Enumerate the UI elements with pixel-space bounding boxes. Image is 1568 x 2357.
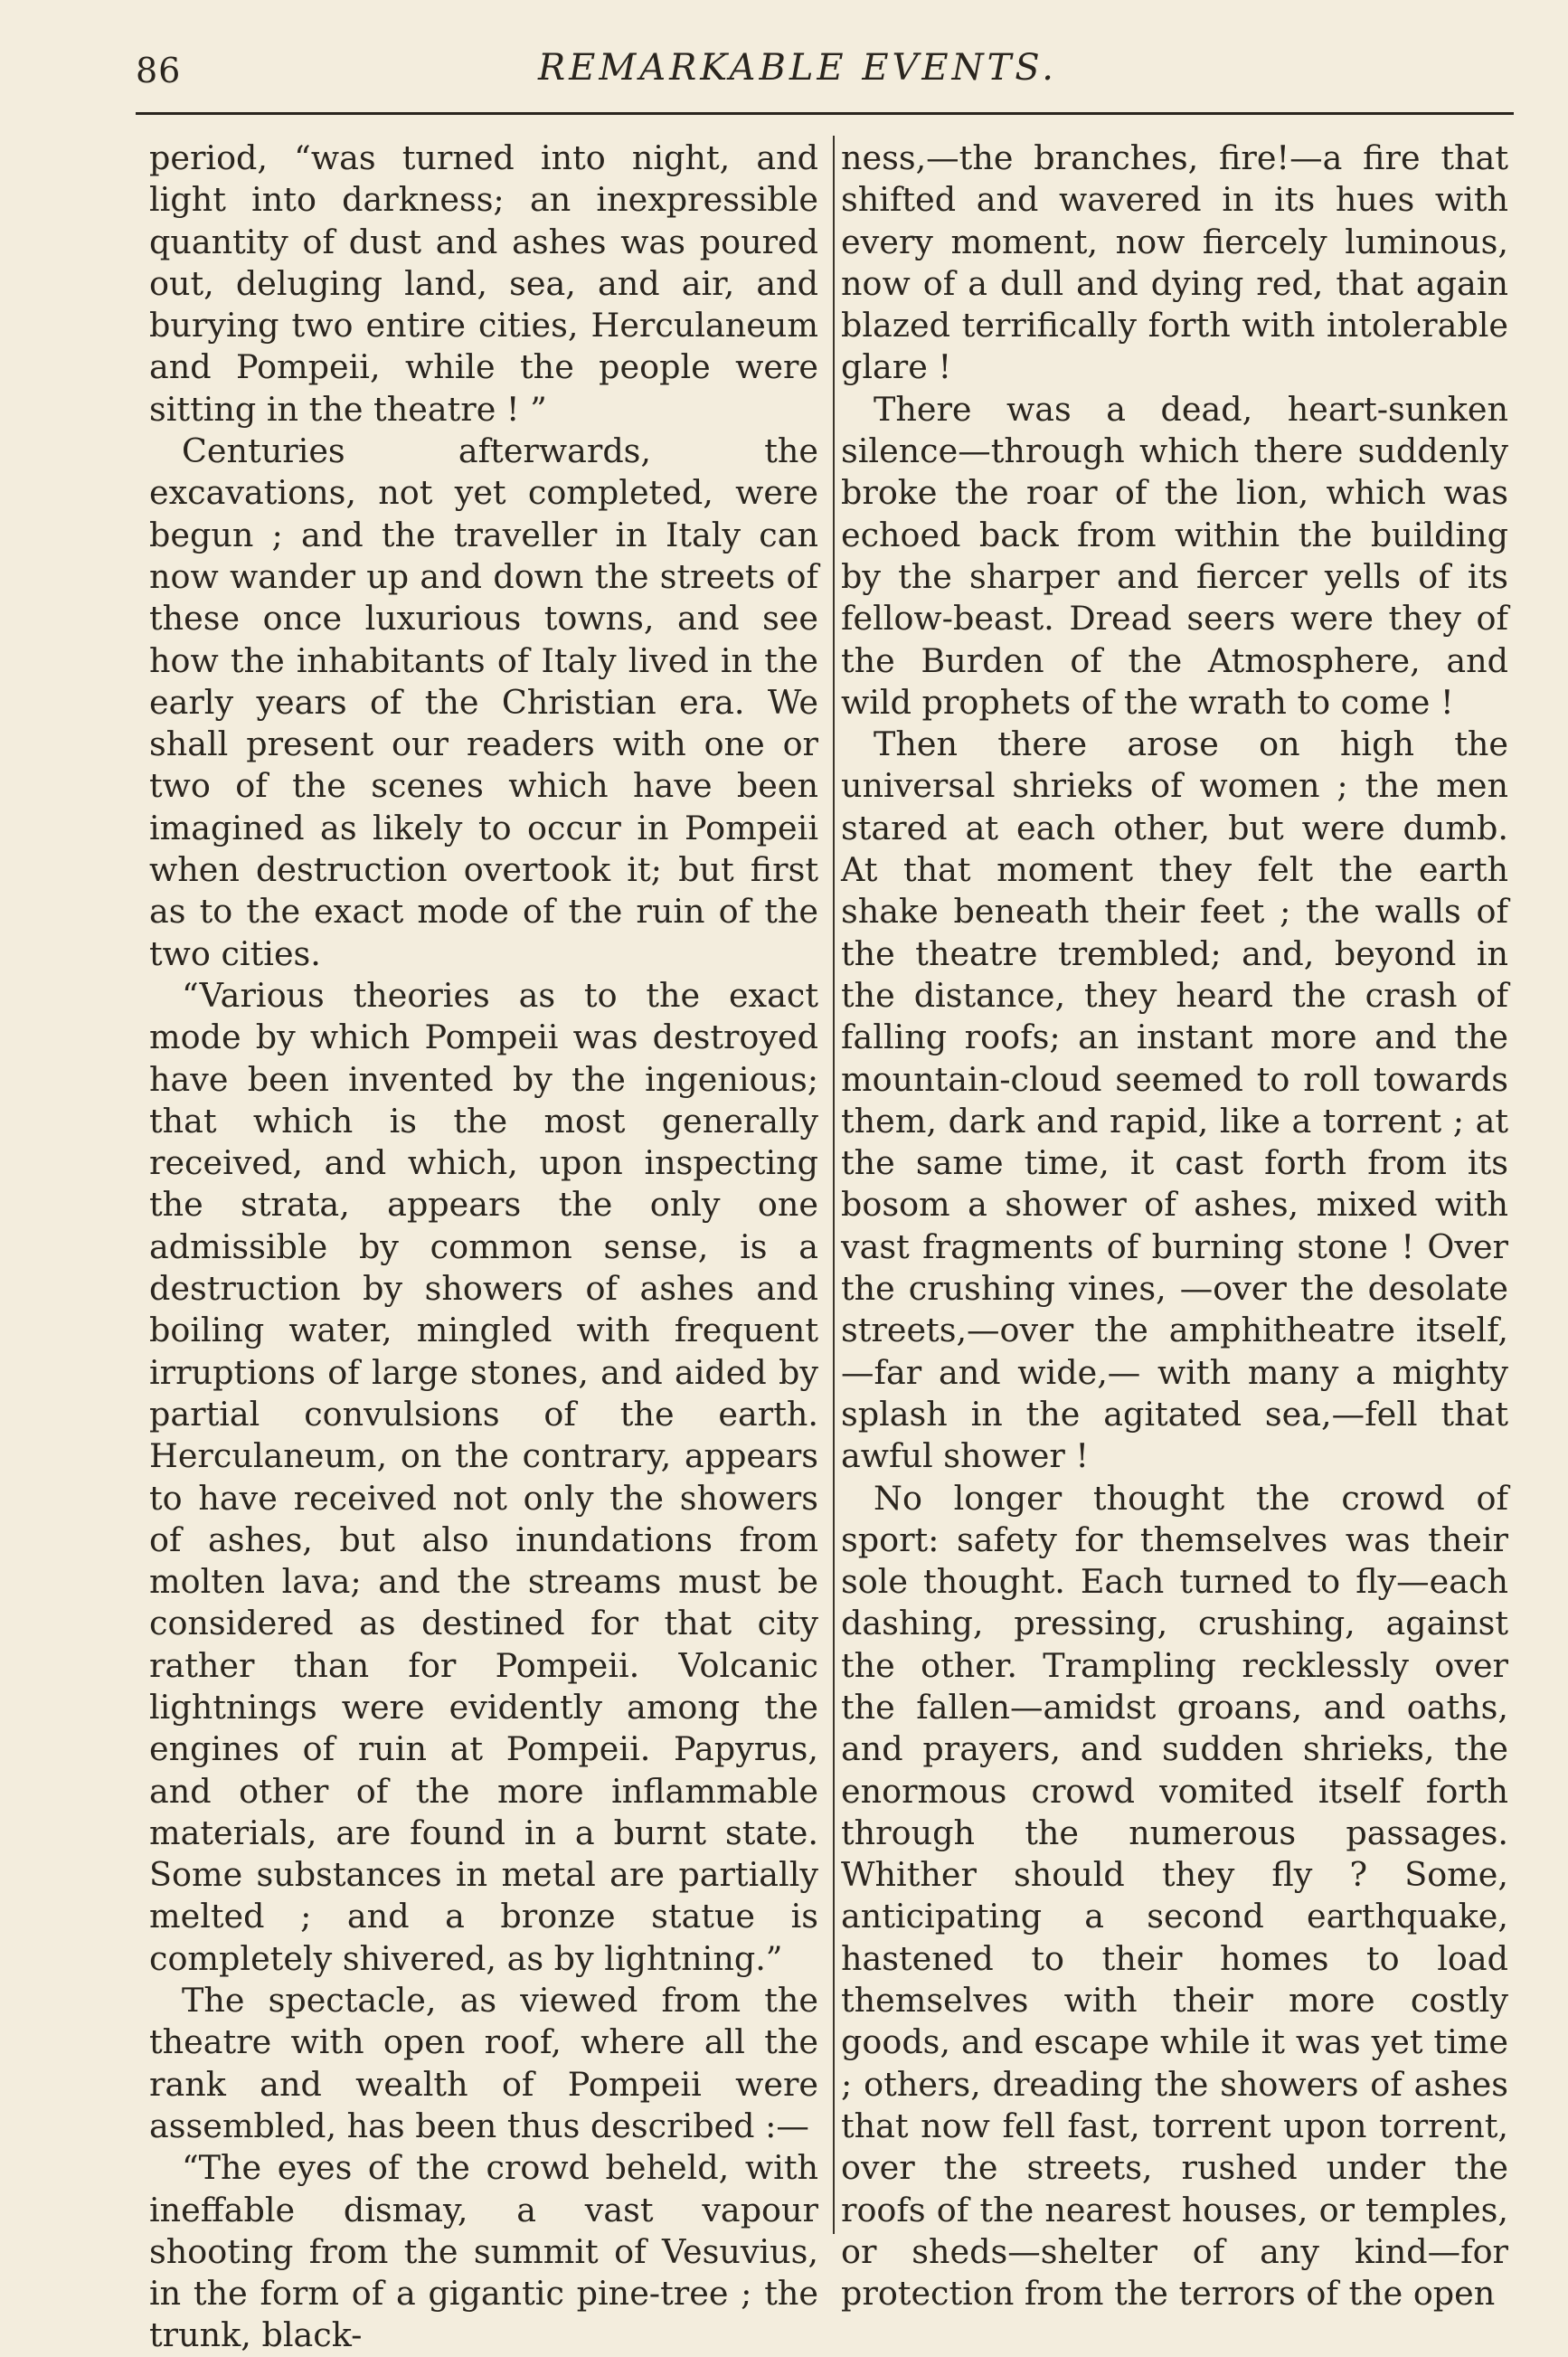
running-title: REMARKABLE EVENTS. bbox=[538, 47, 1057, 89]
paragraph: Then there arose on high the universal shrieks of women ; the men stared at each other, but were dumb. At that moment they felt the earth shake beneath their feet ; the walls of the theatre trembled; and, beyond in the distance, they heard the crash of falling roofs; an instant more and the mountain-cloud seemed to roll towards them, dark and rapid, like a torrent ; at the same time, it cast forth from its bosom a shower of ashes, mixed with vast fragments of burning stone ! Over the crushing vines, —over the desolate streets,—over the amphitheatre itself,—far and wide,— with many a mighty splash in the agitated sea,—fell that awful shower ! bbox=[841, 724, 1508, 1476]
column-divider bbox=[833, 136, 835, 2234]
paragraph: The spectacle, as viewed from the theatre with open roof, where all the rank and wealth of Pompeii were assembled, has been thus described :— bbox=[149, 1981, 818, 2145]
header-rule bbox=[136, 112, 1514, 115]
left-column bbox=[149, 137, 818, 2357]
right-column bbox=[841, 137, 1508, 2314]
paragraph: Centuries afterwards, the excavations, not yet completed, were begun ; and the traveller in Italy can now wander up and down the streets of these once luxurious towns, and see how the inhabitants of Italy lived in the early years of the Christian era. We shall present our readers with one or two of the scenes which have been imagined as likely to occur in Pompeii when destruction overtook it; but first as to the exact mode of the ruin of the two cities. bbox=[149, 431, 818, 973]
paragraph: There was a dead, heart-sunken silence—through which there suddenly broke the roar of the lion, which was echoed back from within the building by the sharper and fiercer yells of its fellow-beast. Dread seers were they of the Burden of the Atmosphere, and wild prophets of the wrath to come ! bbox=[841, 389, 1508, 722]
paragraph: ness,—the branches, fire!—a fire that shifted and wavered in its hues with every moment, now fiercely luminous, now of a dull and dying red, that again blazed terrifically forth with intolerable glare ! bbox=[841, 138, 1508, 387]
page-number: 86 bbox=[136, 51, 182, 90]
paragraph: “Various theories as to the exact mode by which Pompeii was destroyed have been invented by the ingenious; that which is the most generally received, and which, upon inspecting the strata, appears the only one admissible by common sense, is a destruction by showers of ashes and boiling water, mingled with frequent irruptions of large stones, and aided by partial convulsions of the earth. Herculaneum, on the contrary, appears to have received not only the showers of ashes, but also inundations from molten lava; and the streams must be considered as destined for that city rather than for Pompeii. Volcanic lightnings were evidently among the engines of ruin at Pompeii. Papyrus, and other of the more inflammable materials, are found in a burnt state. Some substances in metal are partially melted ; and a bronze statue is completely shivered, as by lightning.” bbox=[149, 975, 818, 1978]
paragraph: “The eyes of the crowd beheld, with ineffable dismay, a vast vapour shooting from the summit of Vesuvius, in the form of a gigantic pine-tree ; the trunk, black- bbox=[149, 2148, 818, 2355]
paragraph: period, “was turned into night, and light into darkness; an inexpressible quantity of dust and ashes was poured out, deluging land, sea, and air, and burying two entire cities, Herculaneum and Pompeii, while the people were sitting in the theatre ! ” bbox=[149, 138, 818, 429]
paragraph: No longer thought the crowd of sport: safety for themselves was their sole thought. Each turned to fly—each dashing, pressing, crushing, against the other. Trampling recklessly over the fallen—amidst groans, and oaths, and prayers, and sudden shrieks, the enormous crowd vomited itself forth through the numerous passages. Whither should they fly ? Some, anticipating a second earthquake, hastened to their homes to load themselves with their more costly goods, and escape while it was yet time ; others, dreading the showers of ashes that now fell fast, torrent upon torrent, over the streets, rushed under the roofs of the nearest houses, or temples, or sheds—shelter of any kind—for protection from the terrors of the open bbox=[841, 1478, 1508, 2314]
